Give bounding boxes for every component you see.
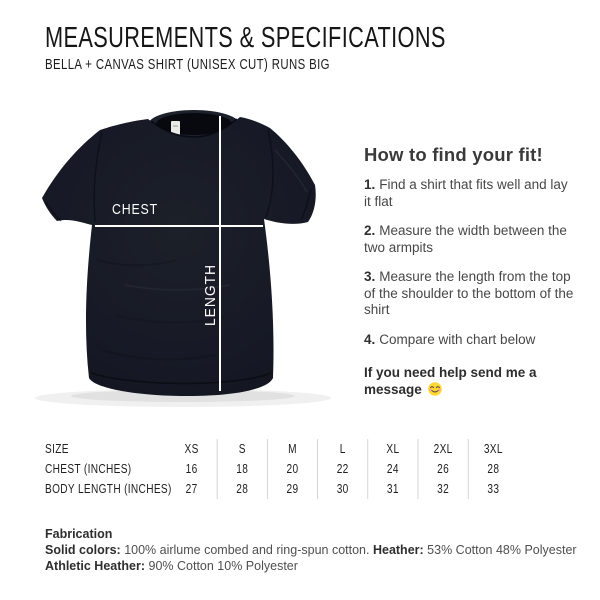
size-chart-cell: 32 <box>418 479 468 499</box>
smiling-emoji-icon <box>428 382 442 396</box>
size-chart-cell: M <box>267 439 317 459</box>
size-chart-cell: 29 <box>267 479 317 499</box>
solid-colors-text: 100% airlume combed and ring-spun cotton. <box>124 543 370 557</box>
size-chart-cell: 18 <box>217 459 267 479</box>
size-chart-cell: XL <box>367 439 417 459</box>
size-chart-cell: 28 <box>468 459 518 479</box>
size-chart-cell: 20 <box>267 459 317 479</box>
size-chart-cell: 2XL <box>418 439 468 459</box>
size-chart-row-header: CHEST (INCHES) <box>45 462 132 476</box>
size-chart-cell: 27 <box>185 482 198 496</box>
length-label: LENGTH <box>202 259 219 326</box>
fit-step-2 <box>364 223 578 256</box>
fabrication-section <box>45 526 585 574</box>
fabrication-solid-line <box>45 542 585 558</box>
size-chart-cell: 3XL <box>468 439 518 459</box>
fabrication-heading: Fabrication <box>45 527 113 541</box>
tshirt-photo <box>25 110 347 410</box>
size-chart-row-header: SIZE <box>45 442 69 456</box>
tshirt-silhouette <box>42 117 316 396</box>
size-chart-length-row <box>45 479 518 499</box>
help-note <box>364 364 578 398</box>
page-title: MEASUREMENTS & SPECIFICATIONS <box>45 22 446 54</box>
size-chart-cell: 31 <box>367 479 417 499</box>
fabrication-athletic-line <box>45 558 585 574</box>
size-chart-cell: S <box>217 439 267 459</box>
athletic-heather-label: Athletic Heather: <box>45 559 146 573</box>
size-chart-cell: L <box>317 439 367 459</box>
fit-guide-heading: How to find your fit! <box>364 144 543 165</box>
help-note-text: If you need help send me a message <box>364 365 537 398</box>
chest-label: CHEST <box>112 201 158 218</box>
step-text: Find a shirt that fits well and lay it flat <box>364 177 568 209</box>
size-chart-cell: 22 <box>317 459 367 479</box>
size-chart-cell: XS <box>184 442 199 456</box>
size-chart <box>45 439 518 499</box>
step-number: 1. <box>364 177 376 193</box>
size-chart-row-header: BODY LENGTH (INCHES) <box>45 482 172 496</box>
size-chart-cell: 33 <box>468 479 518 499</box>
step-text: Measure the width between the two armpits <box>364 223 567 255</box>
fit-step-3 <box>364 269 578 319</box>
fit-step-1 <box>364 177 578 210</box>
step-text: Measure the length from the top of the shoulder to the bottom of the shirt <box>364 269 574 318</box>
size-chart-cell: 28 <box>217 479 267 499</box>
fit-step-4 <box>364 332 578 349</box>
step-text: Compare with chart below <box>379 331 536 347</box>
tshirt-diagram <box>25 110 347 410</box>
size-chart-cell: 24 <box>367 459 417 479</box>
solid-colors-label: Solid colors: <box>45 543 121 557</box>
athletic-heather-text: 90% Cotton 10% Polyester <box>148 559 298 573</box>
step-number: 4. <box>364 331 376 347</box>
size-chart-cell: 16 <box>185 462 198 476</box>
step-number: 3. <box>364 269 376 285</box>
fit-guide <box>364 144 578 398</box>
size-chart-chest-row <box>45 459 518 479</box>
size-chart-cell: 30 <box>317 479 367 499</box>
step-number: 2. <box>364 223 376 239</box>
page-subtitle: BELLA + CANVAS SHIRT (UNISEX CUT) RUNS BIG <box>45 56 330 73</box>
size-chart-sizes-row <box>45 439 518 459</box>
size-chart-cell: 26 <box>418 459 468 479</box>
heather-label: Heather: <box>372 543 424 557</box>
heather-text: 53% Cotton 48% Polyester <box>427 543 577 557</box>
